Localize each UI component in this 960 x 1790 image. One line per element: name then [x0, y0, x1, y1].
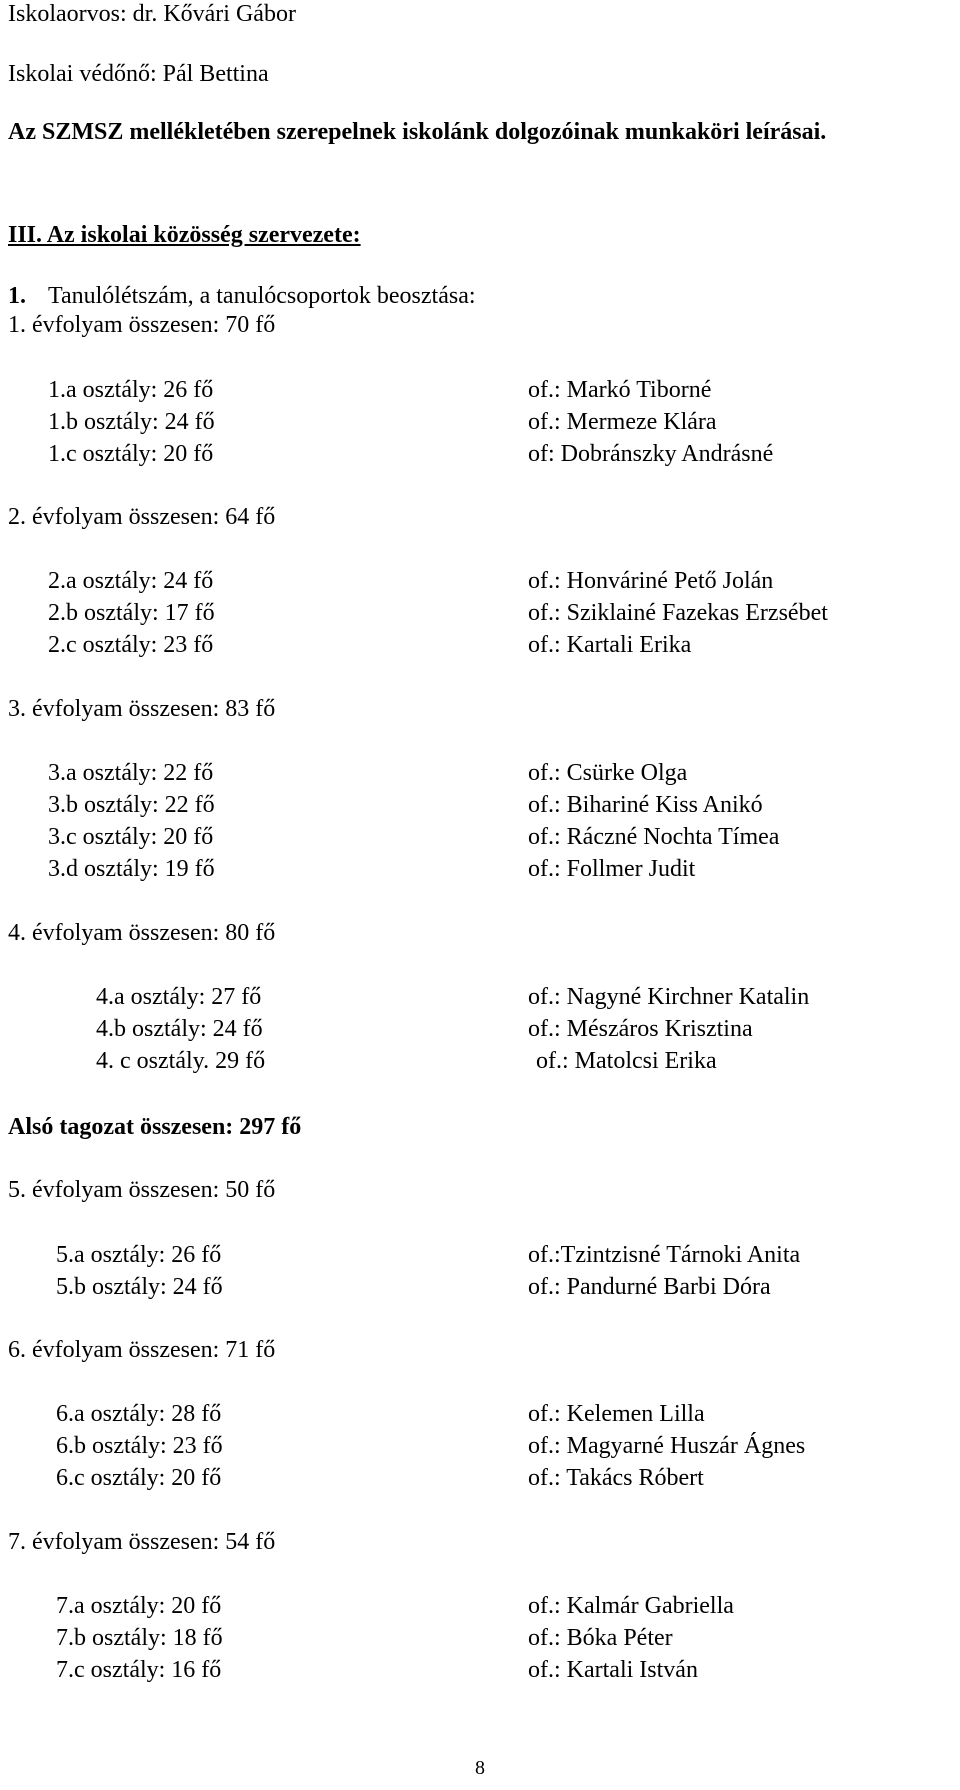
- class-teacher: of.: Magyarné Huszár Ágnes: [528, 1433, 806, 1459]
- class-teacher: of.: Bihariné Kiss Anikó: [528, 792, 763, 818]
- class-name: 7.b osztály: 18 fő: [56, 1625, 223, 1651]
- lower-school-total: Alsó tagozat összesen: 297 fő: [8, 1114, 302, 1140]
- class-teacher: of.: Kelemen Lilla: [528, 1401, 705, 1427]
- class-name: 7.a osztály: 20 fő: [56, 1593, 222, 1619]
- class-teacher: of: Dobránszky Andrásné: [528, 441, 774, 467]
- class-teacher: of.: Ráczné Nochta Tímea: [528, 824, 780, 850]
- class-name: 3.a osztály: 22 fő: [48, 760, 214, 786]
- subsection-number: 1.: [8, 283, 26, 309]
- grade-total: 2. évfolyam összesen: 64 fő: [8, 504, 276, 530]
- class-name: 3.d osztály: 19 fő: [48, 856, 215, 882]
- class-teacher: of.: Kalmár Gabriella: [528, 1593, 734, 1619]
- class-name: 5.b osztály: 24 fő: [56, 1274, 223, 1300]
- class-name: 5.a osztály: 26 fő: [56, 1242, 222, 1268]
- grade-total: 3. évfolyam összesen: 83 fő: [8, 696, 276, 722]
- class-name: 3.b osztály: 22 fő: [48, 792, 215, 818]
- class-name: 1.a osztály: 26 fő: [48, 377, 214, 403]
- class-teacher: of.: Csürke Olga: [528, 760, 688, 786]
- szmsz-note: Az SZMSZ mellékletében szerepelnek iskolánk dolgozóinak munkaköri leírásai.: [8, 119, 827, 145]
- class-name: 6.c osztály: 20 fő: [56, 1465, 222, 1491]
- subsection-title: Tanulólétszám, a tanulócsoportok beosztása:: [48, 283, 476, 309]
- class-name: 4.b osztály: 24 fő: [96, 1016, 263, 1042]
- school-doctor: Iskolaorvos: dr. Kővári Gábor: [8, 1, 296, 27]
- class-name: 4. c osztály. 29 fő: [96, 1048, 266, 1074]
- class-teacher: of.: Pandurné Barbi Dóra: [528, 1274, 771, 1300]
- section-title: III. Az iskolai közösség szervezete:: [8, 222, 361, 248]
- grade-total: 6. évfolyam összesen: 71 fő: [8, 1337, 276, 1363]
- class-teacher: of.: Follmer Judit: [528, 856, 696, 882]
- class-name: 2.a osztály: 24 fő: [48, 568, 214, 594]
- class-teacher: of.: Nagyné Kirchner Katalin: [528, 984, 810, 1010]
- grade-total: 7. évfolyam összesen: 54 fő: [8, 1529, 276, 1555]
- grade-total: 5. évfolyam összesen: 50 fő: [8, 1177, 276, 1203]
- page-number: 8: [475, 1757, 485, 1779]
- class-teacher: of.: Kartali Erika: [528, 632, 692, 658]
- class-name: 6.b osztály: 23 fő: [56, 1433, 223, 1459]
- class-name: 4.a osztály: 27 fő: [96, 984, 262, 1010]
- class-teacher: of.: Takács Róbert: [528, 1465, 704, 1491]
- class-teacher: of.:Tzintzisné Tárnoki Anita: [528, 1242, 801, 1268]
- grade-total: 4. évfolyam összesen: 80 fő: [8, 920, 276, 946]
- class-name: 2.c osztály: 23 fő: [48, 632, 214, 658]
- class-teacher: of.: Honváriné Pető Jolán: [528, 568, 774, 594]
- class-name: 1.b osztály: 24 fő: [48, 409, 215, 435]
- grade-total: 1. évfolyam összesen: 70 fő: [8, 312, 276, 338]
- class-name: 2.b osztály: 17 fő: [48, 600, 215, 626]
- school-nurse: Iskolai védőnő: Pál Bettina: [8, 61, 269, 87]
- class-teacher: of.: Markó Tiborné: [528, 377, 712, 403]
- class-teacher: of.: Kartali István: [528, 1657, 698, 1683]
- class-name: 6.a osztály: 28 fő: [56, 1401, 222, 1427]
- class-teacher: of.: Sziklainé Fazekas Erzsébet: [528, 600, 828, 626]
- class-teacher: of.: Mészáros Krisztina: [528, 1016, 753, 1042]
- class-name: 3.c osztály: 20 fő: [48, 824, 214, 850]
- class-teacher: of.: Mermeze Klára: [528, 409, 717, 435]
- class-teacher: of.: Matolcsi Erika: [536, 1048, 717, 1074]
- class-name: 1.c osztály: 20 fő: [48, 441, 214, 467]
- class-teacher: of.: Bóka Péter: [528, 1625, 673, 1651]
- class-name: 7.c osztály: 16 fő: [56, 1657, 222, 1683]
